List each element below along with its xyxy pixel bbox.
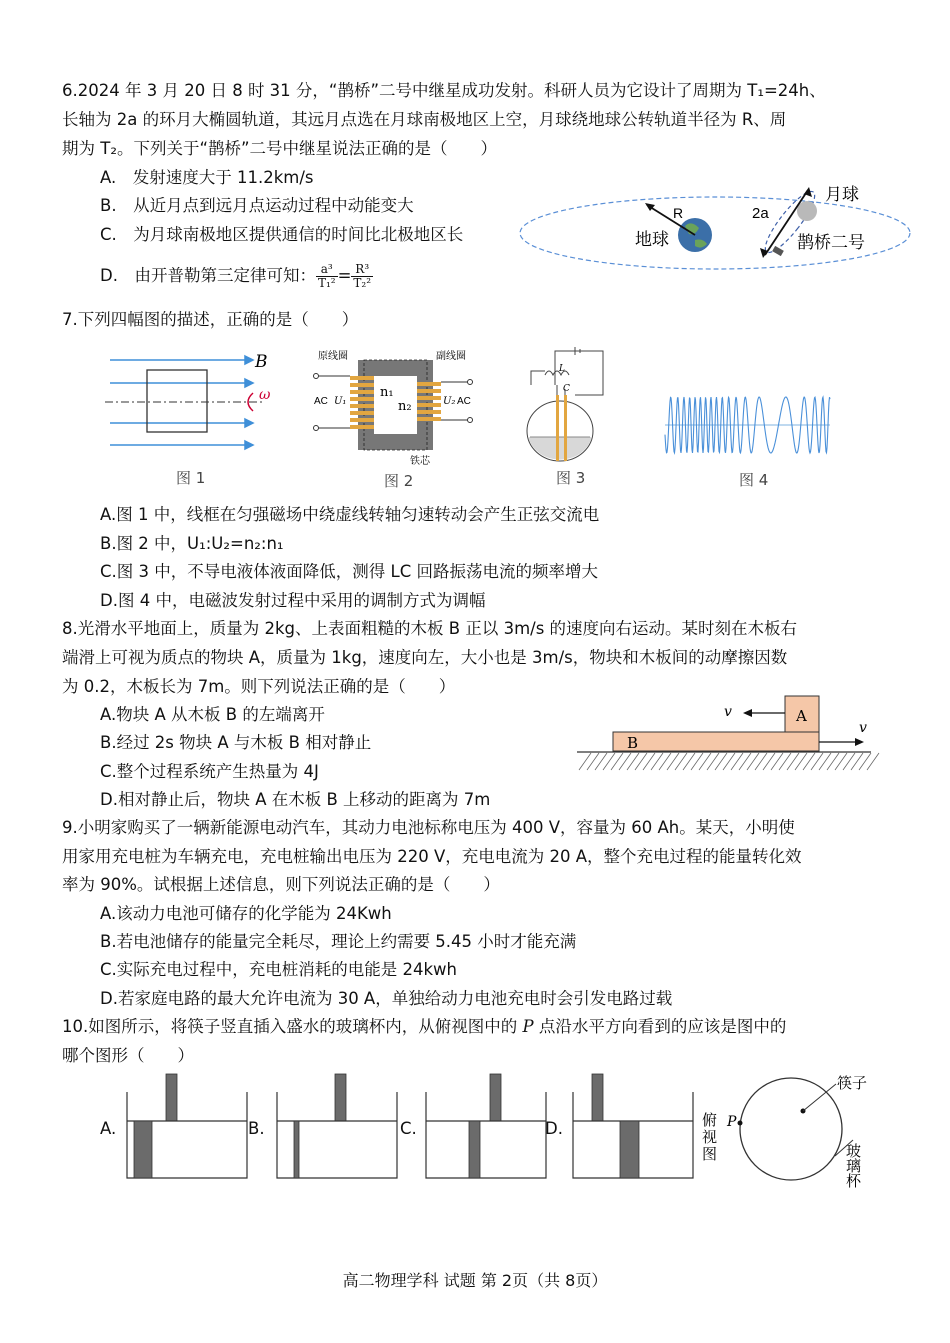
fig3-lc-level-gauge xyxy=(515,345,610,465)
frac-num-2: R³ xyxy=(351,263,373,277)
q10-option-a-figure xyxy=(126,1072,248,1180)
moon-icon xyxy=(797,201,817,221)
page-footer: 高二物理学科 试题 第 2页（共 8页） xyxy=(342,1271,608,1290)
glass-label: 玻璃杯 xyxy=(844,1143,862,1188)
magnetic-field-label: B xyxy=(255,352,268,372)
q10-stem-line2: 哪个图形（ ） xyxy=(62,1046,194,1065)
q6-option-b: B. 从近月点到远月点运动过程中动能变大 xyxy=(100,196,414,215)
primary-coil-label: 原线圈 xyxy=(318,351,348,362)
q10-point-p: P xyxy=(522,1017,534,1036)
secondary-coil-label: 副线圈 xyxy=(436,351,466,362)
velocity-a-label: v xyxy=(724,704,732,720)
q9-stem-line3: 率为 90%。试根据上述信息，则下列说法正确的是（ ） xyxy=(62,875,500,894)
q8-option-c: C.整个过程系统产生热量为 4J xyxy=(100,762,319,781)
point-p-label: P xyxy=(727,1114,737,1130)
capacitor-label: C xyxy=(563,384,570,394)
board-b-label: B xyxy=(627,734,639,752)
q8-block-board-figure xyxy=(575,692,875,774)
q7-option-c: C.图 3 中，不导电液体液面降低，测得 LC 回路振荡电流的频率增大 xyxy=(100,562,598,581)
q8-option-a: A.物块 A 从木板 B 的左端离开 xyxy=(100,705,325,724)
q7-option-a: A.图 1 中，线框在匀强磁场中绕虚线转轴匀速转动会产生正弦交流电 xyxy=(100,505,600,524)
q10-stem-line1 xyxy=(62,1016,786,1038)
q9-option-b: B.若电池储存的能量完全耗尽，理论上约需要 5.45 小时才能充满 xyxy=(100,932,577,951)
q10-option-d-label: D. xyxy=(545,1119,563,1138)
q6-option-a: A. 发射速度大于 11.2km/s xyxy=(100,168,314,187)
board-b xyxy=(613,732,819,751)
q9-stem-line1: 9.小明家购买了一辆新能源电动汽车，其动力电池标称电压为 400 V，容量为 60 Ah。某天，小明使 xyxy=(62,818,795,837)
u1-label: U₁ xyxy=(334,396,347,407)
q6-option-c: C. 为月球南极地区提供通信的时间比北极地区长 xyxy=(100,225,464,244)
point-p-dot xyxy=(738,1121,743,1126)
q8-stem-line2: 端滑上可视为质点的物块 A，质量为 1kg，速度向左，大小也是 3m/s，物块和木板间的动摩擦因数 xyxy=(62,648,788,667)
glass-circle xyxy=(740,1078,842,1180)
q7-option-d: D.图 4 中，电磁波发射过程中采用的调制方式为调幅 xyxy=(100,591,486,610)
capacitor-plate-left xyxy=(556,395,559,461)
u2-label: U₂ xyxy=(443,396,456,407)
capacitor-plate-right xyxy=(564,395,567,461)
equals-sign: = xyxy=(337,266,352,285)
frac-den-2: T₂² xyxy=(353,276,372,290)
fig4-modulated-wave xyxy=(665,390,830,462)
major-axis-label: 2a xyxy=(752,205,769,222)
glass-outline xyxy=(426,1092,546,1178)
q6-stem-line3: 期为 T₂。下列关于“鹊桥”二号中继星说法正确的是（ ） xyxy=(62,139,498,158)
q10-option-b-figure xyxy=(276,1072,398,1180)
moon-label: 月球 xyxy=(825,185,859,205)
q6-stem-line2: 长轴为 2a 的环月大椭圆轨道，其远月点选在月球南极地区上空，月球绕地球公转轨道半径为 R、周 xyxy=(62,110,787,129)
chopstick-below xyxy=(294,1121,299,1178)
q9-option-a: A.该动力电池可储存的化学能为 24Kwh xyxy=(100,904,392,923)
earth-label: 地球 xyxy=(635,230,669,250)
q9-option-d: D.若家庭电路的最大允许电流为 30 A，单独给动力电池充电时会引发电路过载 xyxy=(100,989,673,1008)
radius-label: R xyxy=(673,205,684,221)
iron-core-label: 铁芯 xyxy=(410,456,430,467)
q7-stem: 7.下列四幅图的描述，正确的是（ ） xyxy=(62,310,359,329)
q10-option-c-label: C. xyxy=(400,1119,417,1138)
liquid-level xyxy=(528,437,592,460)
q7-option-b: B.图 2 中，U₁:U₂=n₂:n₁ xyxy=(100,534,284,553)
ground-hatch xyxy=(579,753,879,770)
n2-label: n₂ xyxy=(398,399,412,414)
q6-stem-line1: 6.2024 年 3 月 20 日 8 时 31 分，“鹊桥”二号中继星成功发射。科研人员为它设计了周期为 T₁=24h、 xyxy=(62,81,826,100)
velocity-right-arrowhead xyxy=(855,738,864,746)
chopstick-above xyxy=(166,1074,177,1121)
fig1-rotating-coil xyxy=(105,345,285,460)
fig3-caption: 图 3 xyxy=(556,469,586,487)
relay-satellite-label: 鹊桥二号 xyxy=(797,233,865,253)
q8-option-d: D.相对静止后，物块 A 在木板 B 上移动的距离为 7m xyxy=(100,790,491,809)
kepler-fraction-right xyxy=(351,263,373,290)
q8-option-b: B.经过 2s 物块 A 与木板 B 相对静止 xyxy=(100,733,372,752)
frac-num-1: a³ xyxy=(316,263,338,277)
fig4-caption: 图 4 xyxy=(739,471,769,489)
q10-option-d-figure xyxy=(572,1072,694,1180)
q9-option-c: C.实际充电过程中，充电桩消耗的电能是 24kwh xyxy=(100,960,458,979)
q10-top-view-figure xyxy=(700,1068,883,1193)
q9-stem-line2: 用家用充电桩为车辆充电，充电桩输出电压为 220 V，充电电流为 20 A，整个充电过程的能量转化效 xyxy=(62,847,802,866)
relay-satellite-icon xyxy=(772,246,784,256)
q10-option-c-figure xyxy=(425,1072,547,1180)
chopstick-above xyxy=(335,1074,346,1121)
inductor-icon xyxy=(545,371,569,375)
block-a-label: A xyxy=(796,707,807,725)
inductor-label: L xyxy=(559,364,565,374)
chopstick-above xyxy=(592,1074,603,1121)
omega-label: ω xyxy=(259,387,271,403)
q10-stem-text-a: 10.如图所示，将筷子竖直插入盛水的玻璃杯内，从俯视图中的 xyxy=(62,1017,523,1036)
n1-label: n₁ xyxy=(380,385,394,400)
fig2-transformer xyxy=(310,348,480,488)
q8-stem-line3: 为 0.2，木板长为 7m。则下列说法正确的是（ ） xyxy=(62,677,456,696)
orbit-figure xyxy=(515,178,910,278)
kepler-fraction-left xyxy=(316,263,338,290)
q6-option-d xyxy=(100,263,373,290)
chopstick-above xyxy=(490,1074,501,1121)
fig1-caption: 图 1 xyxy=(176,469,206,487)
frac-den-1: T₁² xyxy=(317,276,336,290)
chopstick-below xyxy=(469,1121,480,1178)
fig2-caption: 图 2 xyxy=(384,472,414,490)
ac-output-label: AC xyxy=(457,396,471,407)
ac-input-label: AC xyxy=(314,396,328,407)
chopstick-below xyxy=(620,1121,639,1178)
q8-stem-line1: 8.光滑水平地面上，质量为 2kg、上表面粗糙的木板 B 正以 3m/s 的速度向右运动。某时刻在木板右 xyxy=(62,619,798,638)
q10-stem-text-b: 点沿水平方向看到的应该是图中的 xyxy=(533,1017,787,1036)
chopstick-label: 筷子 xyxy=(837,1074,868,1092)
top-view-label: 俯视图 xyxy=(700,1112,718,1163)
chopstick-below xyxy=(134,1121,152,1178)
q6-option-d-prefix: D. 由开普勒第三定律可知： xyxy=(100,266,316,285)
q10-option-b-label: B. xyxy=(248,1119,265,1138)
q10-option-a-label: A. xyxy=(100,1119,117,1138)
velocity-b-label: v xyxy=(859,720,867,736)
velocity-left-arrowhead xyxy=(743,709,752,717)
